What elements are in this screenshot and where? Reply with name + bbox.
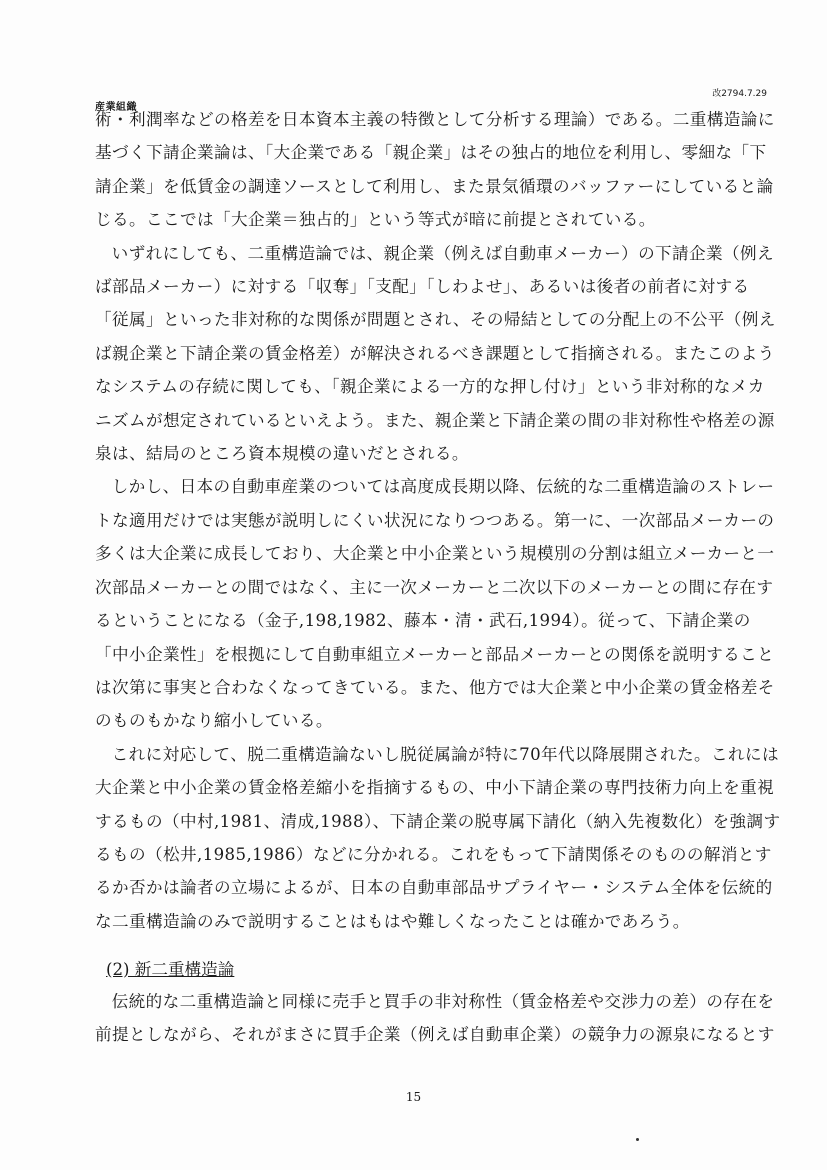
paragraph-2: いずれにしても、二重構造論では、親企業（例えば自動車メーカー）の下請企業（例えば部品メーカー）に対する「収奪」「支配」「しわよせ」、あるいは後者の前者に対する「従属」といった非対称的な関係が問題とされ、その帰結としての分配上の不公平（例えば親企業と下請企業の賃金格差）が解決されるべき課題として指摘される。またこのようなシステムの存続に関しても、「親企業による一方的な押し付け」という非対称的なメカニズムが想定されているといえよう。また、親企業と下請企業の間の非対称性や格差の源泉は、結局のところ資本規模の違いだとされる。 (95, 243, 776, 464)
paragraph-3: しかし、日本の自動車産業のついては高度成長期以降、伝統的な二重構造論のストレートな適用だけでは実態が説明しにくい状況になりつつある。第一に、一次部品メーカーの多くは大企業に成長しており、大企業と中小企業という規模別の分割は組立メーカーと一次部品メーカーとの間ではなく、主に一次メーカーと二次以下のメーカーとの間に存在するということになる（金子,198,1982、藤本・清・武石,1994）。従って、下請企業の「中小企業性」を根拠にして自動車組立メーカーと部品メーカーとの関係を説明することは次第に事実と合わなくなってきている。また、他方では大企業と中小企業の賃金格差そのものもかなり縮小している。 (95, 477, 775, 731)
page-number: 15 (405, 1090, 422, 1104)
paragraph-5: 伝統的な二重構造論と同様に売手と買手の非対称性（賃金格差や交渉力の差）の存在を前提としながら、それがまさに買手企業（例えば自動車企業）の競争力の源泉になるとす (95, 992, 775, 1045)
paragraph-4: これに対応して、脱二重構造論ないし脱従属論が特に70年代以降展開された。これには大企業と中小企業の賃金格差縮小を指摘するもの、中小下請企業の専門技術力向上を重視するもの（中村,1981、清成,1988）、下請企業の脱専属下請化（納入先複数化）を強調するもの（松井,1985,1986）などに分かれる。これをもって下請関係そのものの解消とするか否かは論者の立場によるが、日本の自動車部品サプライヤー・システム全体を伝統的な二重構造論のみで説明することはもはや難しくなったことは確かであろう。 (95, 744, 781, 931)
body-text (95, 103, 781, 938)
date-stamp: 改2794.7.29 (712, 89, 767, 99)
scan-speck (636, 1138, 639, 1141)
section-body (95, 985, 781, 1052)
section-heading: (2) 新二重構造論 (106, 960, 235, 979)
paragraph-1: 術・利潤率などの格差を日本資本主義の特徴として分析する理論）である。二重構造論に基づく下請企業論は、「大企業である「親企業」はその独占的地位を利用し、零細な「下請企業」を低賃金の調達ソースとして利用し、また景気循環のバッファーにしていると論じる。ここでは「大企業＝独占的」という等式が暗に前提とされている。 (95, 110, 775, 230)
header-label: 産業組織 (95, 102, 137, 113)
